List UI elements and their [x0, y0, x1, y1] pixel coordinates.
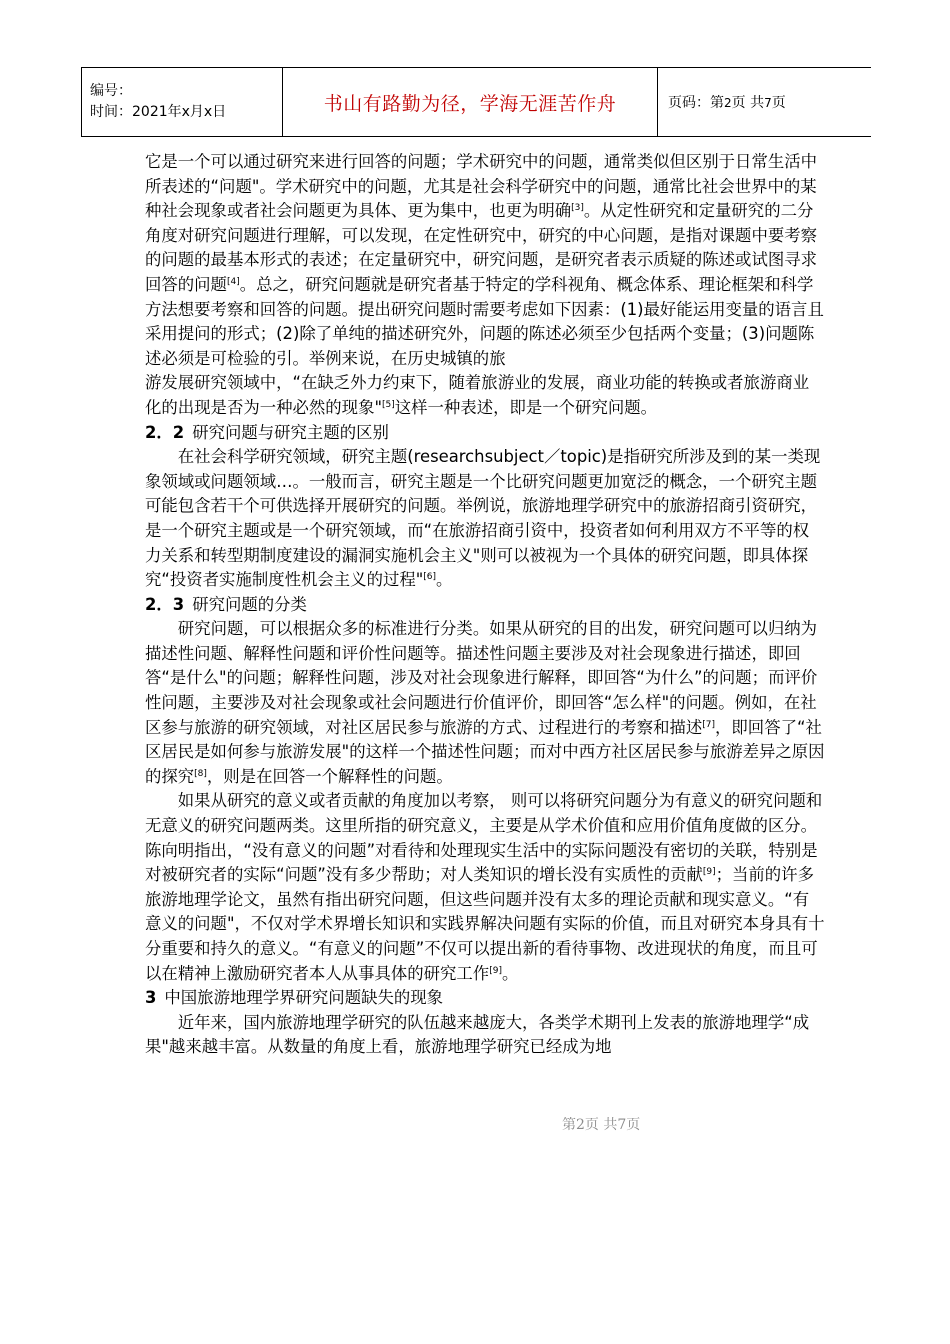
- page-total: 7: [764, 96, 772, 110]
- citation-ref: [3]: [571, 203, 584, 214]
- page-current: 2: [724, 96, 732, 110]
- header-motto-cell: [283, 68, 658, 136]
- document-header: [81, 67, 871, 137]
- citation-ref: [9]: [489, 965, 502, 976]
- section-title: 研究问题的分类: [192, 594, 307, 614]
- paragraph: 它是一个可以通过研究来进行回答的问题；学术研究中的问题，通常类似但区别于日常生活中所表述的“问题"。学术研究中的问题，尤其是社会科学研究中的问题，通常比社会世界中的某种社会现象或者社会问题更为具体、更为集中，也更为明确[3]。从定性研究和定量研究的二分角度对研究问题进行理解，可以发现，在定性研究中，研究的中心问题，是指对课题中要考察的问题的最基本形式的表述；在定量研究中，研究问题，是研究者表示质疑的陈述或试图寻求回答的问题[4]。总之，研究问题就是研究者基于特定的学科视角、概念体系、理论框架和科学方法想要考察和回答的问题。提出研究问题时需要考虑如下因素：(1)最好能运用变量的语言且采用提问的形式；(2)除了单纯的描述研究外，问题的陈述必须至少包括两个变量；(3)问题陈述必须是可检验的引。举例来说，在历史城镇的旅: [145, 152, 824, 368]
- page-suffix: 页: [771, 95, 786, 111]
- document-number-label: 编号：: [90, 83, 132, 99]
- document-time-label: 时间：2021年x月x日: [90, 104, 227, 120]
- citation-ref: [7]: [702, 719, 716, 730]
- citation-ref: [8]: [194, 768, 207, 779]
- section-heading-2-2: [145, 421, 825, 446]
- paragraph: 如果从研究的意义或者贡献的角度加以考察， 则可以将研究问题分为有意义的研究问题和无意义的研究问题两类。这里所指的研究意义，主要是从学术价值和应用价值角度做的区分。陈向明指出，“没有意义的问题”对看待和处理现实生活中的实际问题没有密切的关联，特别是对被研究者的实际“问题”没有多少帮助；对人类知识的增长没有实质性的贡献[9]；当前的许多旅游地理学论文，虽然有指出研究问题，但这些问题并没有太多的理论贡献和现实意义。“有意义的问题"，不仅对学术界增长知识和实践界解决问题有实际的价值，而且对研究本身具有十分重要和持久的意义。“有意义的问题”不仅可以提出新的看待事物、改进现状的角度，而且可以在精神上激励研究者本人从事具体的研究工作[9]。: [145, 791, 825, 983]
- section-title: 中国旅游地理学界研究问题缺失的现象: [164, 988, 444, 1008]
- page-prefix: 页码：第: [668, 95, 724, 111]
- header-motto: 书山有路勤为径，学海无涯苦作舟: [323, 92, 617, 115]
- citation-ref: [6]: [423, 572, 437, 583]
- page-indicator: [658, 68, 871, 136]
- paragraph: 近年来，国内旅游地理学研究的队伍越来越庞大，各类学术期刊上发表的旅游地理学“成果"越来越丰富。从数量的角度上看，旅游地理学研究已经成为地: [145, 1012, 810, 1057]
- page-footer-overlay: 第2页 共7页: [562, 1117, 641, 1133]
- paragraph: 在社会科学研究领域，研究主题(researchsubject／topic)是指研究所涉及到的某一类现象领域或问题领域…。一般而言，研究主题是一个比研究问题更加宽泛的概念，一个研究主题可能包含若干个可供选择开展研究的问题。举例说，旅游地理学研究中的旅游招商引资研究，是一个研究主题或是一个研究领域，而“在旅游招商引资中，投资者如何利用双方不平等的权力关系和转型期制度建设的漏洞实施机会主义"则可以被视为一个具体的研究问题，即具体探究“投资者实施制度性机会主义的过程"[6]。: [145, 447, 821, 590]
- paragraph: 研究问题，可以根据众多的标准进行分类。如果从研究的目的出发，研究问题可以归纳为描述性问题、解释性问题和评价性问题等。描述性问题主要涉及对社会现象进行描述，即回答“是什么"的问题；解释性问题，涉及对社会现象进行解释，即回答“为什么”的问题；而评价性问题，主要涉及对社会现象或社会问题进行价值评价，即回答“怎么样"的问题。例如，在社区参与旅游的研究领域，对社区居民参与旅游的方式、过程进行的考察和描述[7]，即回答了“社区居民是如何参与旅游发展"的这样一个描述性问题；而对中西方社区居民参与旅游差异之原因的探究[8]，则是在回答一个解释性的问题。: [145, 619, 825, 786]
- page-mid: 页 共: [731, 95, 765, 111]
- citation-ref: [5]: [382, 399, 395, 410]
- section-number: 3: [145, 988, 157, 1008]
- section-number: 2．2: [145, 422, 185, 442]
- citation-ref: [9]: [702, 867, 716, 878]
- header-meta: [82, 68, 283, 136]
- citation-ref: [4]: [226, 276, 240, 287]
- section-number: 2．3: [145, 594, 185, 614]
- paragraph: 游发展研究领域中，“在缺乏外力约束下，随着旅游业的发展，商业功能的转换或者旅游商业化的出现是否为一种必然的现象"[5]这样一种表述，即是一个研究问题。: [145, 373, 810, 417]
- document-body: [145, 150, 825, 1060]
- section-heading-2-3: [145, 593, 825, 618]
- section-title: 研究问题与研究主题的区别: [192, 422, 389, 442]
- section-heading-3: [145, 986, 825, 1011]
